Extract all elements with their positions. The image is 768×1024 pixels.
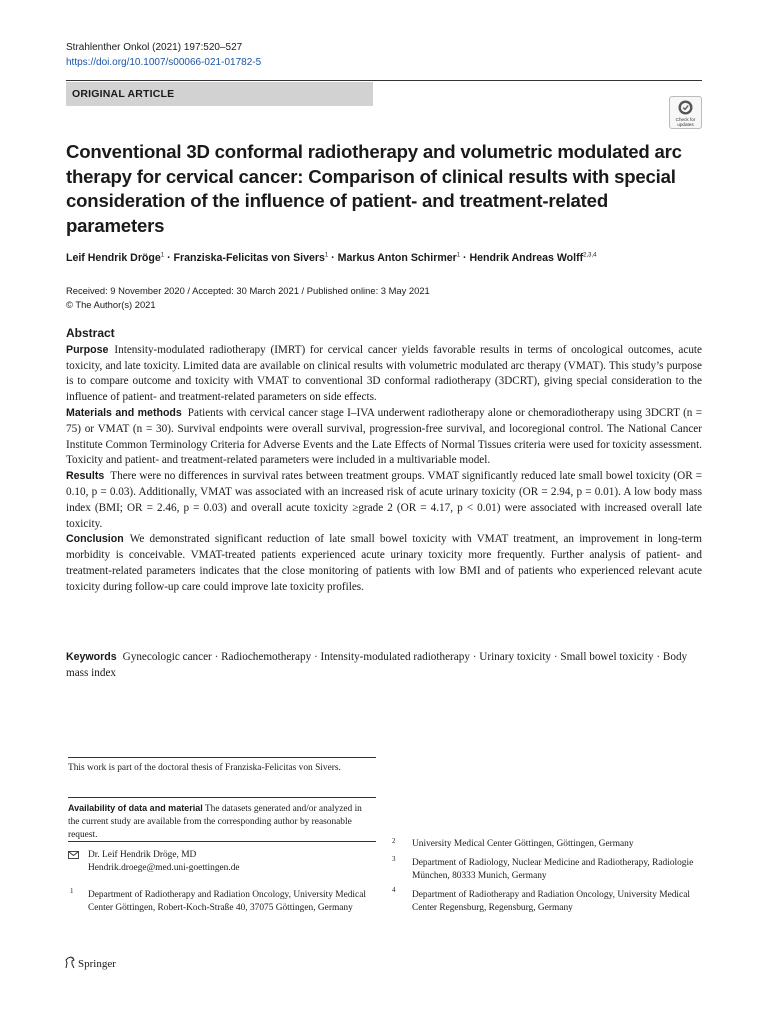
affiliation-text: Department of Radiotherapy and Radiation Oncology, University Medical Center Göttingen, Robert-Koch-Straße 40, 37075 Göttingen, Germany — [88, 890, 366, 914]
author-separator: · — [328, 252, 338, 264]
affiliation-number: 3 — [392, 855, 396, 863]
abstract-conclusion — [66, 532, 702, 595]
footnote-divider — [68, 757, 376, 758]
conclusion-label: Conclusion — [66, 533, 124, 546]
check-for-updates-badge[interactable] — [669, 96, 702, 129]
footnote-divider — [68, 797, 376, 798]
copyright-notice: © The Author(s) 2021 — [66, 299, 156, 310]
publisher-logo — [64, 956, 116, 970]
springer-horse-icon — [64, 956, 76, 969]
publication-history: Received: 9 November 2020 / Accepted: 30 March 2021 / Published online: 3 May 2021 — [66, 285, 430, 296]
keywords — [66, 650, 702, 682]
envelope-icon — [68, 851, 79, 859]
journal-reference: Strahlenther Onkol (2021) 197:520–527 — [66, 42, 243, 53]
methods-label: Materials and methods — [66, 406, 182, 419]
crossmark-icon — [678, 100, 693, 115]
abstract-results — [66, 469, 702, 532]
availability-label: Availability of data and material — [68, 803, 203, 813]
corresponding-author-email[interactable]: Hendrik.droege@med.uni-goettingen.de — [88, 863, 240, 874]
author-name[interactable]: Markus Anton Schirmer — [337, 252, 457, 264]
affiliation-number: 4 — [392, 886, 396, 894]
article-type-banner: ORIGINAL ARTICLE — [66, 82, 373, 106]
abstract-methods — [66, 406, 702, 469]
article-title: Conventional 3D conformal radiotherapy and volumetric modulated arc therapy for cervical cancer: Comparison of clinical results with special consideration of the influence of patient- and treatment-related parameters — [66, 141, 682, 236]
author-affiliation-ref: 1 — [324, 252, 329, 259]
corresponding-author-name: Dr. Leif Hendrik Dröge, MD — [88, 850, 197, 860]
abstract-purpose — [66, 343, 702, 406]
keywords-label: Keywords — [66, 651, 117, 663]
publisher-name: Springer — [78, 958, 116, 970]
author-affiliation-ref: 2,3,4 — [583, 252, 597, 259]
author-name[interactable]: Hendrik Andreas Wolff — [469, 252, 584, 264]
header-divider — [66, 80, 702, 81]
corresponding-author — [88, 849, 368, 875]
publication-dates — [66, 284, 430, 312]
abstract-heading: Abstract — [66, 326, 115, 340]
affiliation-number: 1 — [70, 887, 74, 895]
author-separator: · — [164, 252, 174, 264]
author-list — [66, 252, 596, 264]
availability-text: The datasets generated and/or analyzed in the current study are available from the corresponding author by reasonable request. — [68, 804, 362, 841]
purpose-text: Intensity-modulated radiotherapy (IMRT) for cervical cancer yields favorable results in terms of oncological outcomes, acute toxicity, and late toxicity. Limited data are available on clinical results with volumetric modulated arc therapy (VMAT). This study’s purpose is to compare outcome and toxicity with VMAT to conventional 3D conformal radiotherapy (3DCRT), giving special consideration to the influence of patient- and treatment-related parameters on side effects. — [66, 343, 702, 404]
thesis-note: This work is part of the doctoral thesis of Franziska-Felicitas von Sivers. — [68, 763, 341, 773]
check-for-updates-label: Check for updates — [675, 117, 696, 127]
author-separator: · — [460, 252, 470, 264]
journal-header — [66, 40, 261, 70]
author-affiliation-ref: 1 — [160, 252, 165, 259]
affiliation-text: University Medical Center Göttingen, Göttingen, Germany — [412, 839, 634, 849]
author-name[interactable]: Leif Hendrik Dröge — [66, 252, 161, 264]
author-name[interactable]: Franziska-Felicitas von Sivers — [173, 252, 325, 264]
data-availability-note — [68, 802, 368, 843]
methods-text: Patients with cervical cancer stage I–IVA underwent radiotherapy alone or chemoradiotherapy using 3DCRT (n = 75) or VMAT (n = 30). Survival endpoints were overall survival, progression-free survival, and locoregional control. The National Cancer Institute Common Terminology Criteria for Adverse Events and the Late Effects of Normal Tissues criteria were used for toxicity assessment. Toxicity and patient- and treatment-related parameters were included in a multivariable model. — [66, 406, 703, 467]
doi-link[interactable]: https://doi.org/10.1007/s00066-021-01782-5 — [66, 57, 262, 68]
conclusion-text: We demonstrated significant reduction of late small bowel toxicity with VMAT treatment, an improvement in long-term morbidity is conceivable. VMAT-treated patients experienced acute urinary toxicity more frequently. Further analysis of patient- and treatment-related parameters indicates that the close monitoring of patients with low BMI and of patients who experienced relevant acute toxicity during follow-up care could improve late toxicity profiles. — [66, 533, 702, 593]
results-label: Results — [66, 470, 105, 483]
affiliation-text: Department of Radiology, Nuclear Medicine and Radiotherapy, Radiologie München, 80333 Munich, Germany — [412, 858, 694, 882]
purpose-label: Purpose — [66, 343, 109, 356]
footnote-divider — [68, 841, 376, 842]
results-text: There were no differences in survival rates between treatment groups. VMAT significantly reduced late small bowel toxicity (OR = 0.10, p = 0.03). Additionally, VMAT was associated with an increased risk of acute urinary toxicity (OR = 2.94, p = 0.01). A low body mass index (BMI; OR = 2.46, p = 0.03) and overall acute toxicity ≥grade 2 (OR = 4.17, p < 0.01) were associated with increased overall late toxicity. — [66, 470, 702, 530]
affiliation-number: 2 — [392, 837, 396, 845]
abstract — [66, 326, 702, 596]
affiliation-text: Department of Radiotherapy and Radiation Oncology, University Medical Center Regensburg, Regensburg, Germany — [412, 890, 690, 914]
keywords-text: Gynecologic cancer · Radiochemotherapy · Intensity-modulated radiotherapy · Urinary toxicity · Small bowel toxicity · Body mass index — [66, 651, 688, 679]
author-affiliation-ref: 1 — [456, 252, 461, 259]
